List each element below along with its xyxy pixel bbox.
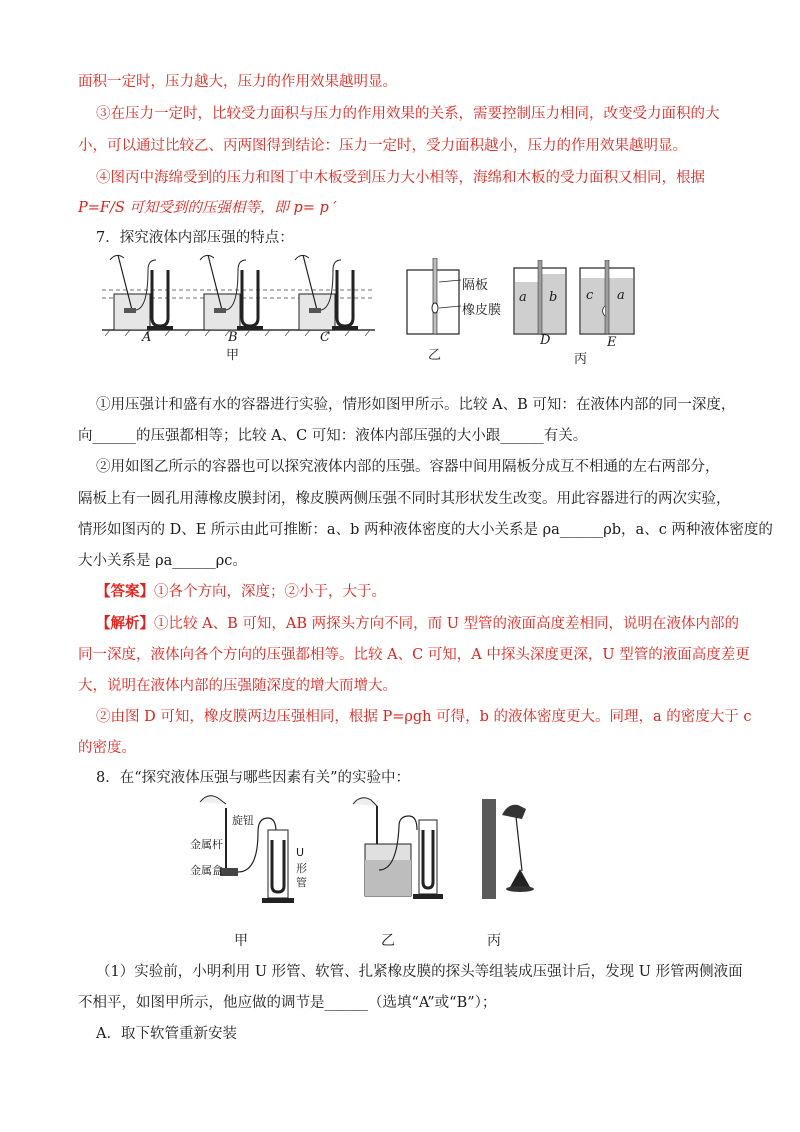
figure-jia [100,250,380,365]
analysis-text-1: ①比较 A、B 可知，AB 两探头方向不同，而 U 型管的液面高度差相同，说明在液体内部的 [154,616,740,632]
q8-caption-jia: 甲 [234,933,248,949]
q7-p2-line2: 隔板上有一圆孔用薄橡皮膜封闭，橡皮膜两侧压强不同时其形状发生改变。用此容器进行的两次实验， [78,491,731,507]
figure-q8-yi [345,790,455,910]
label-geban: 隔板 [462,278,489,293]
q7-p2-line1: ②用如图乙所示的容器也可以探究液体内部的压强。容器中间用隔板分成互不相通的左右两部分， [96,459,720,475]
fig-jia-label-a: A [142,330,152,345]
top-line-1: 面积一定时，压力越大，压力的作用效果越明显。 [78,74,397,90]
fig-jia-label-b: B [228,330,238,345]
q8-option-a: A．取下软管重新安装 [96,1026,237,1042]
e-left-label: c [586,288,594,303]
q8-p1-line1: （1）实验前，小明利用 U 形管、软管、扎紧橡皮膜的探头等组装成压强计后，发现 U 形管两侧液面 [96,964,743,980]
fig-jia-caption: 甲 [226,348,240,363]
label-jinshugan: 金属杆 [190,838,223,851]
top-line-5: P=F/S 可知受到的压强相等，即 p= p ′ [78,200,337,216]
label-d: D [540,333,551,348]
q8-p1-line2: 不相平，如图甲所示，他应做的调节是______（选填“A”或“B”）； [78,995,497,1011]
q8-title: 8．在“探究液体压强与哪些因素有关”的实验中： [96,770,411,786]
e-right-label: a [617,288,625,303]
q7-analysis-line1 [96,614,739,634]
figure-yi [405,258,475,338]
answer-tag: 【答案】 [96,583,154,600]
q7-p2-line3: 情形如图丙的 D、E 所示由此可推断：a、b 两种液体密度的大小关系是 ρa______ρb，a、c 两种液体密度的 [78,522,773,538]
top-line-3: 小，可以通过比较乙、丙两图得到结论：压力一定时，受力面积越小，压力的作用效果越明显。 [78,138,687,154]
q7-analysis-line5: 的密度。 [78,740,136,756]
label-e: E [607,335,617,350]
top-line-4: ④图丙中海绵受到的压力和图丁中木板受到压力大小相等，海绵和木板的受力面积又相同，根据 [96,170,705,186]
q7-analysis-line3: 大，说明在液体内部的压强随深度的增大而增大。 [78,678,397,694]
q7-p2-line4: 大小关系是 ρa______ρc。 [78,553,247,569]
d-right-label: b [549,290,558,305]
figure-q8-jia [190,790,300,915]
q7-p1-line2: 向______的压强都相等；比较 A、C 可知：液体内部压强的大小跟______有关。 [78,428,588,444]
q8-caption-bing: 丙 [487,933,501,949]
label-jinshuhe: 金属盒 [190,864,223,877]
q7-analysis-line2: 同一深度，液体向各个方向的压强都相等。比较 A、C 可知，A 中探头深度更深，U 型管的液面高度差更 [78,647,750,663]
analysis-tag: 【解析】 [96,615,154,632]
fig-yi-caption: 乙 [428,348,442,363]
figure-q8-bing [480,795,550,905]
label-guan: 管 [296,876,307,889]
answer-text: ①各个方向，深度；②小于，大于。 [154,584,386,600]
q7-answer [96,582,386,602]
label-u: U [296,846,305,859]
q7-p1-line1: ①用压强计和盛有水的容器进行实验，情形如图甲所示。比较 A、B 可知：在液体内部的同一深度， [96,397,736,413]
q7-analysis-line4: ②由图 D 可知，橡皮膜两边压强相同，根据 P=ρgh 可得，b 的液体密度更大。同理，a 的密度大于 c [96,709,752,725]
label-xiangpimo: 橡皮膜 [462,303,502,318]
fig-bing-caption: 丙 [574,352,588,367]
label-xuanniu: 旋钮 [232,814,254,827]
d-left-label: a [519,290,527,305]
fig-jia-label-c: C [320,330,330,345]
q7-title: 7．探究液体内部压强的特点： [96,230,294,246]
label-xing: 形 [296,862,307,875]
top-line-2: ③在压力一定时，比较受力面积与压力的作用效果的关系，需要控制压力相同，改变受力面积的大 [96,106,720,122]
q8-caption-yi: 乙 [381,933,395,949]
